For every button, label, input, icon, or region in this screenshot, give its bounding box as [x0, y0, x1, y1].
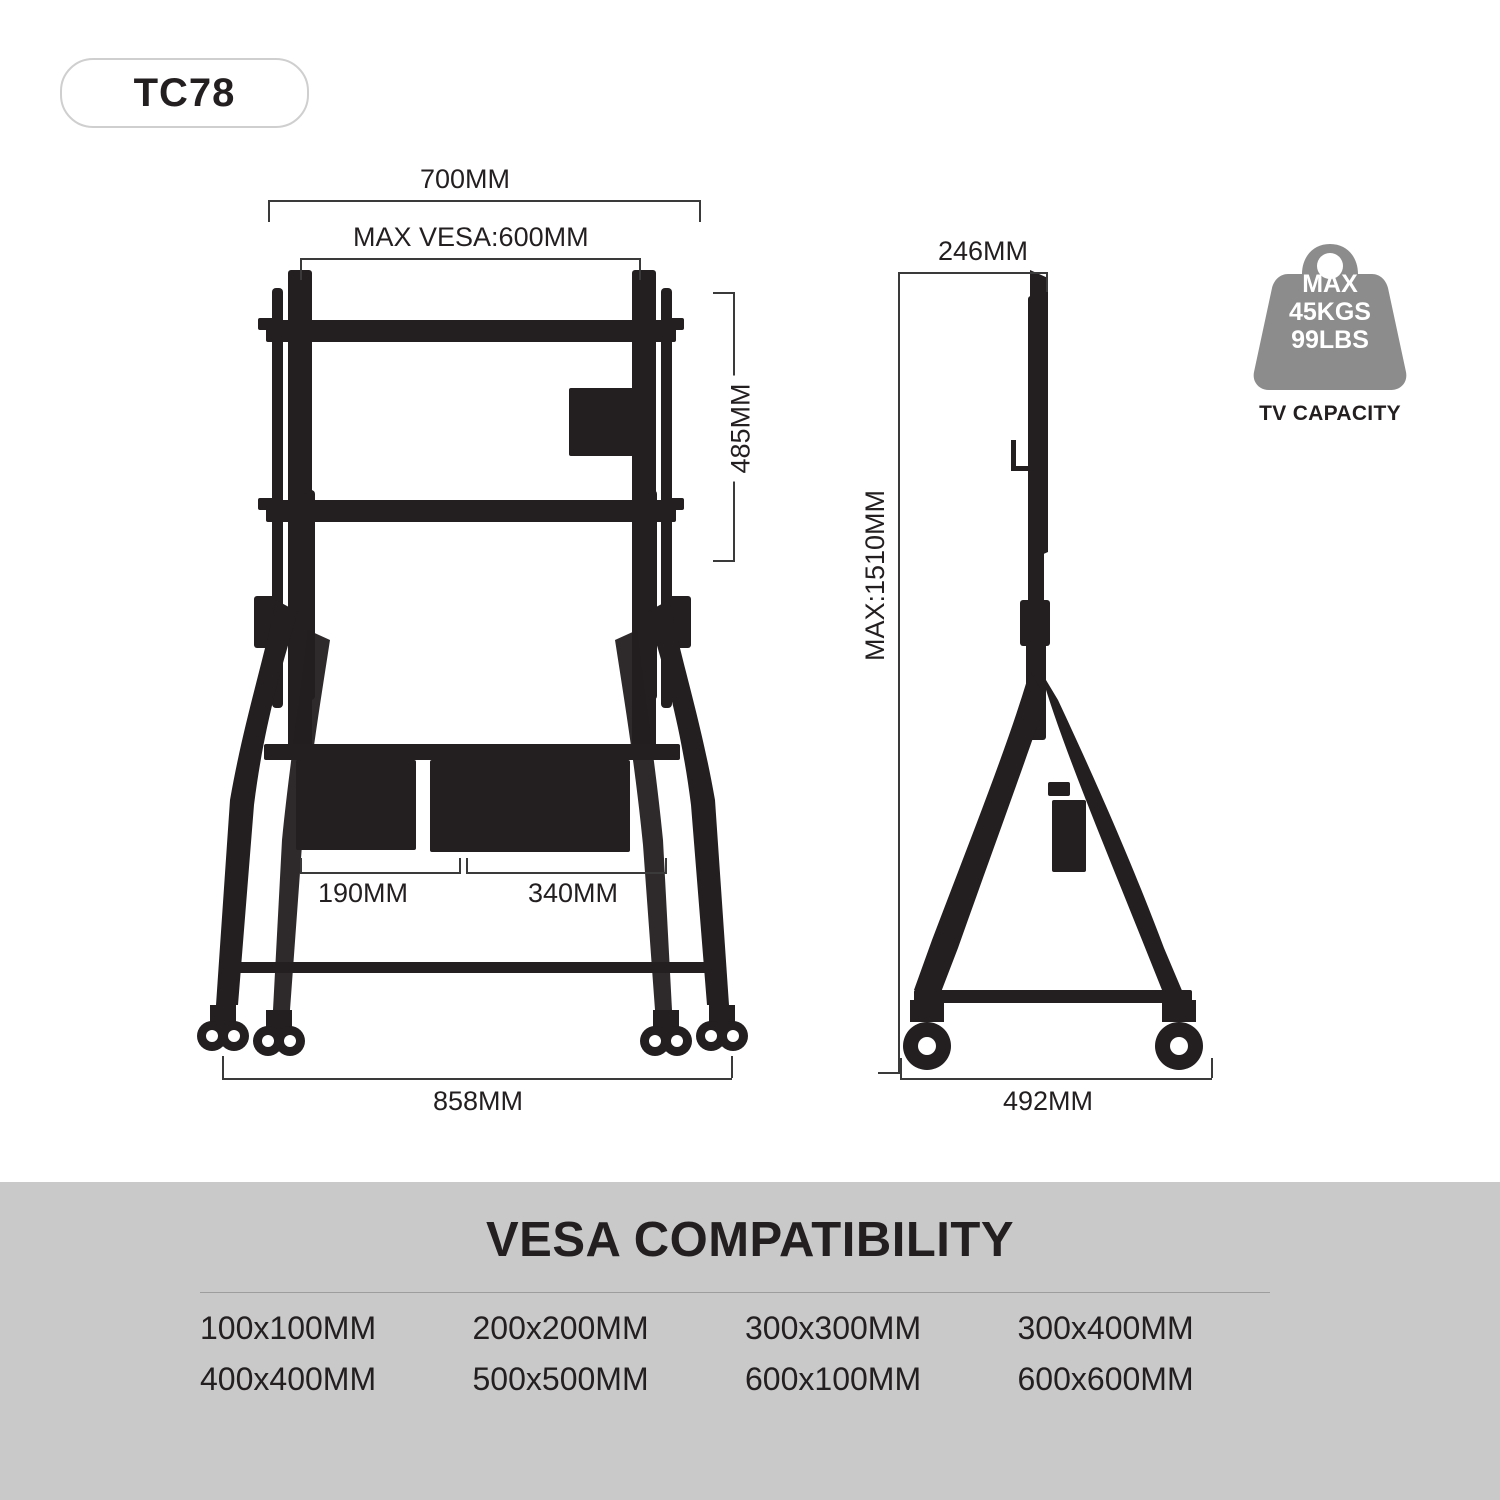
dim-tick: [300, 258, 302, 280]
dim-line-1510: [898, 274, 900, 1074]
dim-tick: [268, 200, 270, 222]
vesa-item: 500x500MM: [472, 1361, 649, 1397]
dim-tick: [222, 1056, 224, 1078]
dim-label-tray-small: 190MM: [310, 878, 416, 909]
dim-tick: [713, 560, 735, 562]
dim-tick: [300, 858, 302, 874]
dim-tick: [466, 858, 468, 874]
dim-line-190: [300, 872, 460, 874]
dim-label-base-width: 858MM: [425, 1086, 531, 1117]
tv-capacity-caption: TV CAPACITY: [1259, 402, 1401, 425]
model-badge: [60, 58, 309, 128]
side-view-svg: [880, 200, 1250, 1120]
vesa-item: 200x200MM: [472, 1310, 649, 1346]
weight-line-1: MAX: [1302, 270, 1358, 298]
dim-tick: [699, 200, 701, 222]
weight-text-block: [1255, 270, 1405, 354]
dim-tick: [713, 292, 735, 294]
dim-line-340: [466, 872, 666, 874]
front-view-diagram: [180, 160, 770, 1120]
dim-line-492: [900, 1078, 1212, 1080]
dim-tick: [1211, 1058, 1213, 1078]
dim-label-bracket-height: 485MM: [726, 375, 757, 481]
vesa-item: 400x400MM: [200, 1361, 377, 1397]
vesa-title: VESA COMPATIBILITY: [485, 1213, 1015, 1267]
vesa-divider: [200, 1292, 1270, 1293]
dim-label-depth-top: 246MM: [930, 236, 1036, 267]
dim-line-246: [898, 272, 1048, 274]
vesa-item: 100x100MM: [200, 1310, 377, 1346]
dim-label-base-depth: 492MM: [995, 1086, 1101, 1117]
dim-line-vesa: [300, 258, 640, 260]
dim-label-tray-large: 340MM: [520, 878, 626, 909]
dim-line-700: [268, 200, 700, 202]
dim-tick: [639, 258, 641, 280]
vesa-item: 300x400MM: [1017, 1310, 1194, 1346]
tv-capacity-badge: [1240, 222, 1420, 437]
dim-line-858: [222, 1078, 732, 1080]
weight-line-3: 99LBS: [1291, 326, 1369, 354]
dim-tick: [731, 1056, 733, 1078]
front-view-svg: [180, 160, 770, 1120]
vesa-list: [200, 1310, 1290, 1398]
side-view-diagram: [880, 200, 1250, 1120]
vesa-compatibility-panel: [0, 1182, 1500, 1500]
dim-tick: [900, 1058, 902, 1078]
weight-line-2: 45KGS: [1289, 298, 1371, 326]
vesa-item: 600x600MM: [1017, 1361, 1194, 1397]
vesa-item: 300x300MM: [745, 1310, 922, 1346]
dim-tick: [1046, 272, 1048, 292]
dim-label-width-top: 700MM: [412, 164, 518, 195]
dim-tick: [665, 858, 667, 874]
dim-tick: [878, 1072, 902, 1074]
model-label: TC78: [133, 70, 236, 115]
dim-label-max-height: MAX:1510MM: [860, 482, 891, 669]
dim-label-max-vesa: MAX VESA:600MM: [345, 222, 597, 253]
vesa-item: 600x100MM: [745, 1361, 922, 1397]
dim-tick: [459, 858, 461, 874]
